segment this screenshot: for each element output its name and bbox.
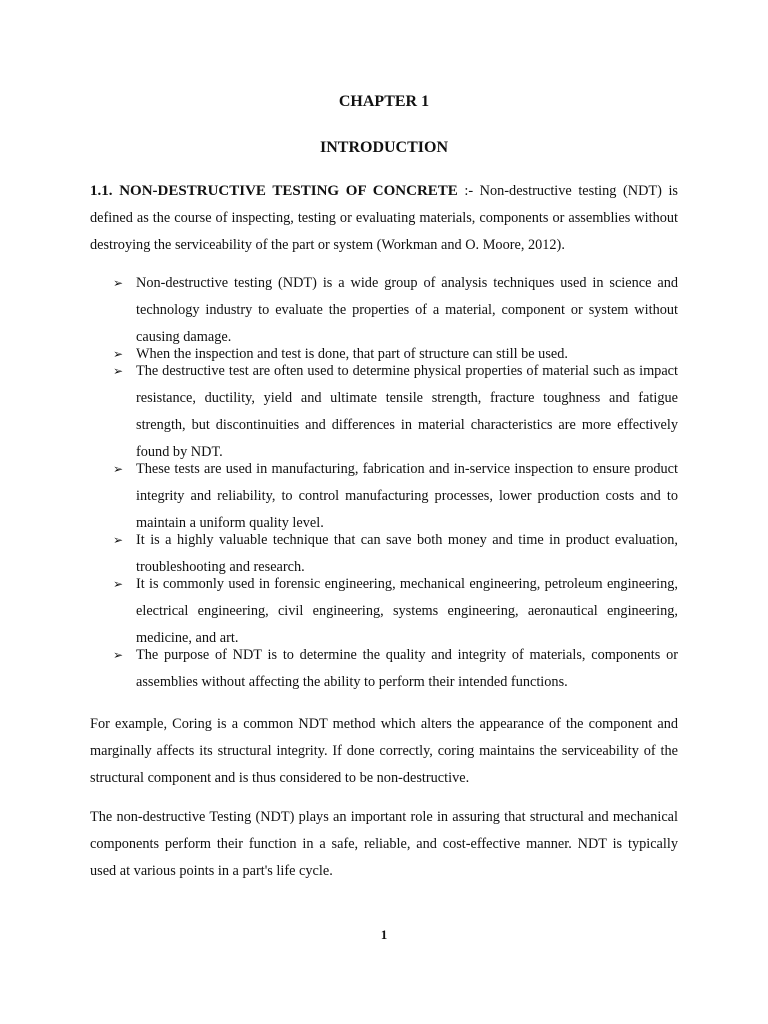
chapter-label: CHAPTER 1 [338,93,430,110]
list-item-text: It is commonly used in forensic engineering, mechanical engineering, petroleum engineering, electrical engineering, civil engineering, systems engineering, aeronautical engineering, medicine, and art. [136,576,678,646]
list-item [113,571,678,652]
list-item-text: It is a highly valuable technique that can save both money and time in product evaluation, troubleshooting and research. [136,532,678,575]
list-item-text: The destructive test are often used to determine physical properties of material such as impact resistance, ductility, yield and ultimate tensile strength, fracture toughness and fatigue strength, but discontinuities and differences in material characteristics are more effectively found by NDT. [136,363,678,460]
page-number: 1 [380,927,388,942]
coring-example-paragraph: For example, Coring is a common NDT method which alters the appearance of the component and marginally affects its structural integrity. If done correctly, coring maintains the serviceability of the structural component and is thus considered to be non-destructive. [90,716,678,786]
bullet-list [113,270,678,696]
section-heading: 1.1. NON-DESTRUCTIVE TESTING OF CONCRETE [90,183,458,199]
list-item [113,642,678,696]
list-item-text: The purpose of NDT is to determine the quality and integrity of materials, components or assemblies without affecting the ability to perform their intended functions. [136,647,678,690]
ndt-role-paragraph: The non-destructive Testing (NDT) plays an important role in assuring that structural and mechanical components perform their function in a safe, reliable, and cost-effective manner. NDT is typically used at various points in a part's life cycle. [90,809,678,879]
section-intro-text: :- Non-destructive testing (NDT) is defined as the course of inspecting, testing or evaluating materials, components or assemblies without destroying the serviceability of the part or system (Workman and O. Moore, 2012). [90,183,678,253]
arrow-bullet-icon: ➢ [113,347,124,361]
list-item-text: When the inspection and test is done, that part of structure can still be used. [136,346,568,362]
list-item [113,270,678,351]
list-item [113,456,678,537]
section-intro-paragraph [90,178,678,259]
list-item-text: These tests are used in manufacturing, fabrication and in-service inspection to ensure product integrity and reliability, to control manufacturing processes, lower production costs and to maintain a uniform quality level. [136,461,678,531]
list-item [113,358,678,466]
arrow-bullet-icon: ➢ [113,577,124,591]
arrow-bullet-icon: ➢ [113,533,124,547]
list-item-text: Non-destructive testing (NDT) is a wide group of analysis techniques used in science and technology industry to evaluate the properties of a material, component or system without causing damage. [136,275,678,345]
arrow-bullet-icon: ➢ [113,462,124,476]
chapter-title: INTRODUCTION [319,139,448,156]
arrow-bullet-icon: ➢ [113,648,124,662]
arrow-bullet-icon: ➢ [113,276,124,290]
arrow-bullet-icon: ➢ [113,364,124,378]
